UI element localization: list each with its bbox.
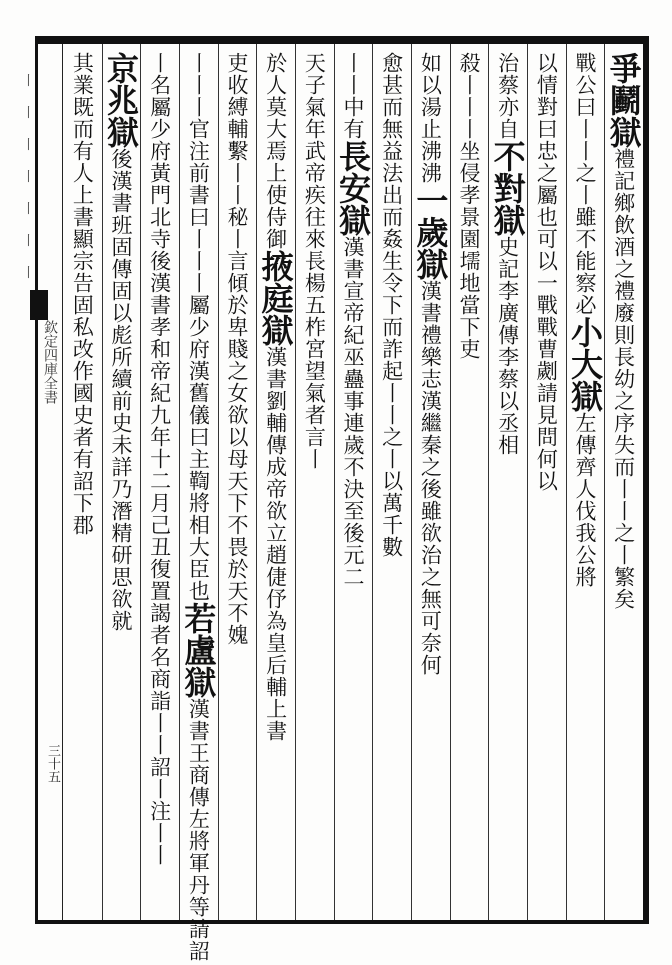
text-column <box>604 52 643 914</box>
text-column <box>377 52 407 914</box>
text-column <box>488 52 527 914</box>
margin-mark: 丨 <box>22 138 36 153</box>
column-text: 坐侵孝景園壖地當下吏 <box>457 140 481 360</box>
section-heading: 一歲獄 <box>411 184 450 280</box>
margin-mark: 丨 <box>22 266 36 281</box>
text-column <box>454 52 484 914</box>
column-text: 法出而姦生令下而詐起丨丨之丨以萬千數 <box>379 162 404 558</box>
frame-left-border <box>35 36 38 924</box>
margin-mark: 丨 <box>22 170 36 185</box>
column-text: 戰公曰丨丨之丨雖不能察必 <box>573 52 597 316</box>
section-heading: 小大獄 <box>566 316 604 412</box>
column-text: 吏收縛輔繫丨丨秘丨 <box>225 52 249 250</box>
column-text: 丨丨中有 <box>341 52 365 140</box>
text-column <box>145 52 175 914</box>
text-column <box>299 52 329 914</box>
column-text: 治蔡亦自 <box>495 52 520 140</box>
column-text: 丨丨丨官注前書曰丨丨丨屬少府漢舊儀曰主鞫將相大臣也 <box>186 52 211 602</box>
text-column <box>222 52 252 914</box>
inner-left-rule <box>62 44 63 920</box>
frame-top-border <box>35 36 647 44</box>
text-column <box>334 52 372 914</box>
margin-mark: 丨 <box>22 202 36 217</box>
margin-mark: 丨 <box>22 234 36 249</box>
column-text: 漢書禮樂志漢繼秦之後雖欲治之無可奈何 <box>418 280 443 676</box>
margin-mark: 丨 <box>22 74 36 89</box>
column-text: 以情對曰忠之屬也可以一戰 <box>534 52 559 316</box>
column-text: 漢書宣帝紀巫蠱事連歲不決至後元二 <box>341 236 365 588</box>
column-text: 其業既而有人上書顯宗告固私改作國史者有詔下郡 <box>70 52 95 536</box>
column-text: 於人莫大焉上使侍御 <box>263 52 288 250</box>
text-column <box>67 52 97 914</box>
section-heading: 爭鬬獄 <box>604 52 643 148</box>
column-rule <box>140 44 141 920</box>
column-rule <box>450 44 451 920</box>
text-column <box>256 52 295 914</box>
folio-number: 三十五 <box>45 744 60 783</box>
section-heading: 不對獄 <box>488 140 527 236</box>
column-text: 殺丨丨丨 <box>457 52 481 140</box>
column-rule <box>411 44 412 920</box>
column-text: 謁者名商詣丨丨詔丨注丨丨 <box>147 602 172 866</box>
column-text: 後漢書班固傳固以彪所續前史未詳乃潛精研思欲就 <box>109 148 133 632</box>
column-rule <box>604 44 605 920</box>
column-rule <box>218 44 219 920</box>
column-rule <box>256 44 257 920</box>
column-text: 之序失而丨丨之丨繁矣 <box>611 390 636 610</box>
column-text: 史記李廣傳李蔡以丞相 <box>495 236 520 456</box>
column-text: 愈甚而無益 <box>379 52 404 162</box>
text-column <box>102 52 140 914</box>
text-column <box>566 52 604 914</box>
section-heading: 長安獄 <box>334 140 372 236</box>
margin-ink-block <box>30 290 48 320</box>
column-rule <box>179 44 180 920</box>
column-text: 如以湯止沸沸 <box>418 52 443 184</box>
column-rule <box>527 44 528 920</box>
column-text: 丨名屬少府黃門北寺後漢書孝和帝紀九年十二月己丑復置 <box>147 52 172 602</box>
column-text: 年武帝疾往來長楊五柞宮望氣者言丨 <box>302 118 327 470</box>
column-rule <box>102 44 103 920</box>
column-text: 言傾於卑賤之女欲以母天下不畏於天不媿 <box>225 250 249 646</box>
column-rule <box>566 44 567 920</box>
frame-right-border <box>643 36 649 924</box>
column-rule <box>295 44 296 920</box>
column-text: 天子氣 <box>302 52 327 118</box>
column-text: 漢書王商傳左將軍丹等請詔 <box>186 698 211 962</box>
section-heading: 掖庭獄 <box>256 250 295 346</box>
section-heading: 京兆獄 <box>102 52 140 148</box>
margin-title: 欽定四庫全書 <box>42 320 58 404</box>
section-heading: 若盧獄 <box>179 602 218 698</box>
margin-mark: 丨 <box>22 106 36 121</box>
text-column <box>179 52 218 962</box>
column-rule <box>372 44 373 920</box>
column-text: 左傳齊人伐我公將 <box>573 412 597 588</box>
frame-bottom-border <box>35 920 647 924</box>
column-text: 漢書劉輔傳成帝欲立趙倢伃為皇后輔上書 <box>263 346 288 742</box>
column-text: 禮記鄉飲酒之禮廢則長幼 <box>611 148 636 390</box>
column-text: 戰曹劌請見問何以 <box>534 316 559 492</box>
text-column <box>411 52 450 914</box>
text-column <box>531 52 561 914</box>
